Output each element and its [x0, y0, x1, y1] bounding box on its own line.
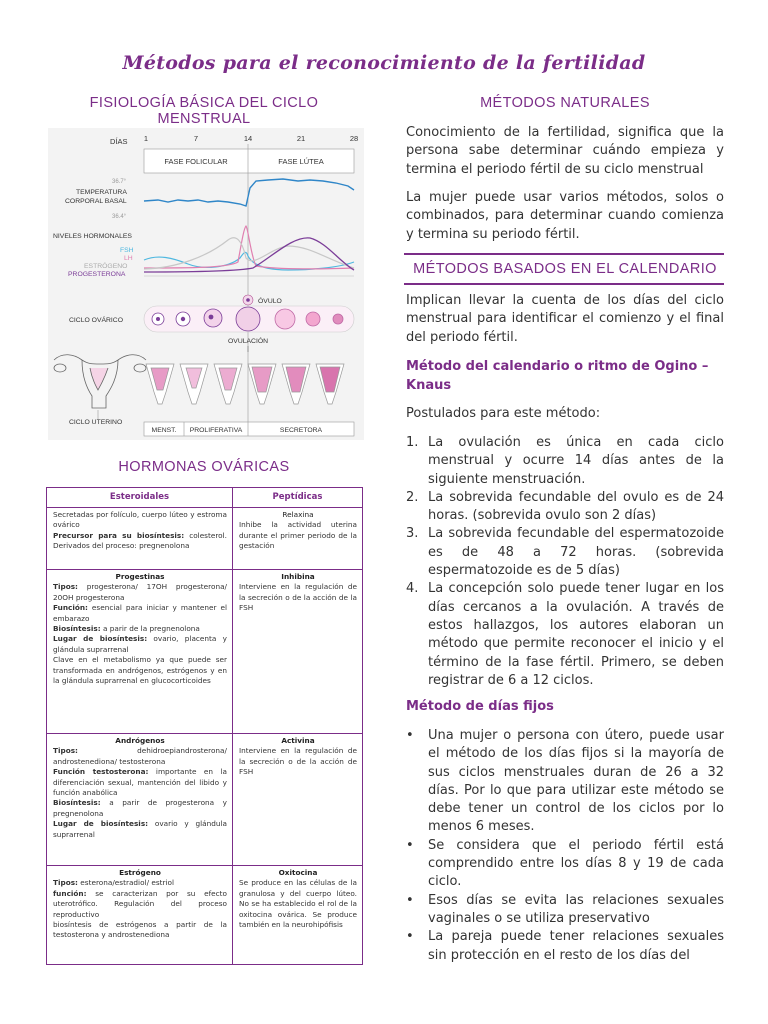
diagram-heading: FISIOLOGÍA BÁSICA DEL CICLO MENSTRUAL [89, 95, 319, 127]
fixed-days-list [406, 727, 724, 965]
list-item: • Se considera que el periodo fértil está comprendido entre los días 8 y 19 de cada ciclo. [406, 837, 724, 890]
hormones-heading: HORMONAS OVÁRICAS [118, 459, 290, 475]
ovulation-label: OVULACIÓN [228, 338, 269, 345]
uterine-cycle-label: CICLO UTERINO [69, 419, 123, 426]
lh-label: LH [124, 255, 133, 262]
natural-paragraph-2: La mujer puede usar varios métodos, solos o combinados, para determinar cuando comienza y termina su periodo fértil. [406, 190, 724, 242]
table-cell: Estrógeno Tipos: esterona/estradiol/ estriol función: se caracterizan por su efecto uterotrófico. Regulación del proceso reproductivo biosíntesis de estrógenos a partir de la testosterona y androstenediona [53, 868, 227, 940]
table-cell: Oxitocina Se produce en las células de la granulosa y del cuerpo lúteo. No se ha establecido el rol de la oxitocina ovárica. Se produce también en la neurohipófisis [239, 868, 357, 930]
fixed-days-heading: Método de días fijos [406, 699, 554, 714]
ogino-heading: Método del calendario o ritmo de Ogino – Knaus [406, 359, 709, 393]
calendar-methods-heading: MÉTODOS BASADOS EN EL CALENDARIO [413, 261, 717, 277]
natural-methods-heading: MÉTODOS NATURALES [480, 95, 650, 111]
secretory-label: SECRETORA [279, 427, 323, 434]
steroid-column [47, 488, 233, 964]
list-item: • Una mujer o persona con útero, puede usar el método de los días fijos si la mayoría de sus ciclos menstruales duran de 26 a 32 días. Por lo que para utilizar este método se debe tener un control de los ciclos por lo menos 6 meses. [406, 728, 724, 835]
steroid-header: Esteroidales [47, 488, 232, 508]
list-item: 4. La concepción solo puede tener lugar en los días cercanos a la ovulación. A través de estos hallazgos, los autores elaboran un método que permite reconocer el inicio y el término de la fase fértil. Primero, se deben registrar de 6 a 12 ciclos. [406, 581, 724, 688]
table-cell: Activina Interviene en la regulación de la secreción o de la acción de FSH [233, 734, 362, 866]
table-cell: Inhibina Interviene en la regulación de la secreción o de la acción de la FSH [233, 570, 362, 734]
estrogen-label: ESTRÓGENO [84, 263, 128, 270]
table-cell: Andrógenos Tipos: dehidroepiandrosterona/ androstenediona/ testosterona Función testosterona: importante en la diferenciación sexual, mantención del libido y función anabólica Biosíntesis: a parir de progesterona y pregnenolona Lugar de biosíntesis: ovario y glándula suprarrenal [47, 734, 232, 866]
day-tick: 21 [296, 134, 306, 143]
progesterone-label: PROGESTERONA [68, 271, 126, 278]
phase-luteal: FASE LÚTEA [278, 157, 324, 166]
temp-label-2: CORPORAL BASAL [65, 198, 127, 205]
list-item: 2. La sobrevida fecundable del ovulo es de 24 horas. (sobrevida ovulo son 2 días) [406, 489, 724, 524]
list-item: 3. La sobrevida fecundable del espermatozoide es de 48 a 72 horas. (sobrevida espermatozoide es de 5 días) [406, 526, 724, 579]
temp-high: 36.7° [112, 179, 127, 185]
day-tick: 7 [193, 134, 199, 143]
postulates-intro: Postulados para este método: [406, 406, 601, 421]
postulates-list [406, 434, 724, 690]
temp-label-1: TEMPERATURA [76, 189, 127, 196]
table-cell: Secretadas por folículo, cuerpo lúteo y estroma ovárico Precursor para su biosíntesis: colesterol. Derivados del proceso: pregnenolona [47, 508, 232, 570]
list-item: 1. La ovulación es única en cada ciclo menstrual y ocurre 14 días antes de la siguiente menstruación. [406, 435, 724, 487]
hormone-levels-label: NIVELES HORMONALES [53, 233, 132, 240]
divider [404, 283, 724, 285]
natural-paragraph-1: Conocimiento de la fertilidad, significa que la persona sabe determinar cuándo empieza y termina el periodo fértil de su ciclo menstrual [406, 125, 724, 177]
proliferative-label: PROLIFERATIVA [189, 427, 243, 434]
list-item: • Esos días se evita las relaciones sexuales vaginales o se utiliza preservativo [406, 892, 724, 926]
ovum-label: ÓVULO [258, 298, 282, 305]
days-label: DÍAS [110, 137, 128, 146]
table-cell: Relaxina Inhibe la actividad uterina durante el primer periodo de la gestación [233, 508, 362, 570]
ovarian-hormones-table [46, 487, 363, 965]
peptide-column [233, 488, 362, 964]
menstrual-cycle-diagram [48, 128, 364, 440]
table-cell: Progestinas Tipos: progesterona/ 17OH progesterona/ 20OH progesterona Función: esencial para iniciar y mantener el embarazo Biosíntesis: a parir de la pregnenolona Lugar de biosíntesis: ovario, placenta y glándula suprarrenal Clave en el metabolismo ya que puede ser transformada en andrógenos, estrógenos y en la glándula suprarrenal en glucocorticoides [47, 570, 232, 734]
day-tick: 28 [349, 134, 359, 143]
ovarian-cycle-label: CICLO OVÁRICO [69, 317, 124, 324]
phase-follicular: FASE FOLICULAR [164, 157, 228, 166]
day-tick: 1 [143, 134, 149, 143]
page-title: Métodos para el reconocimiento de la fertilidad [122, 52, 646, 74]
day-tick: 14 [243, 134, 253, 143]
divider [404, 253, 724, 255]
peptide-header: Peptídicas [233, 488, 362, 508]
list-item: • La pareja puede tener relaciones sexuales sin protección en el resto de los días del [406, 929, 724, 963]
fsh-label: FSH [120, 247, 134, 254]
menst-label: MENST. [151, 427, 177, 434]
calendar-paragraph: Implican llevar la cuenta de los días del ciclo menstrual para identificar el comienzo y el final del periodo fértil. [406, 293, 724, 345]
temp-low: 36.4° [112, 214, 127, 220]
